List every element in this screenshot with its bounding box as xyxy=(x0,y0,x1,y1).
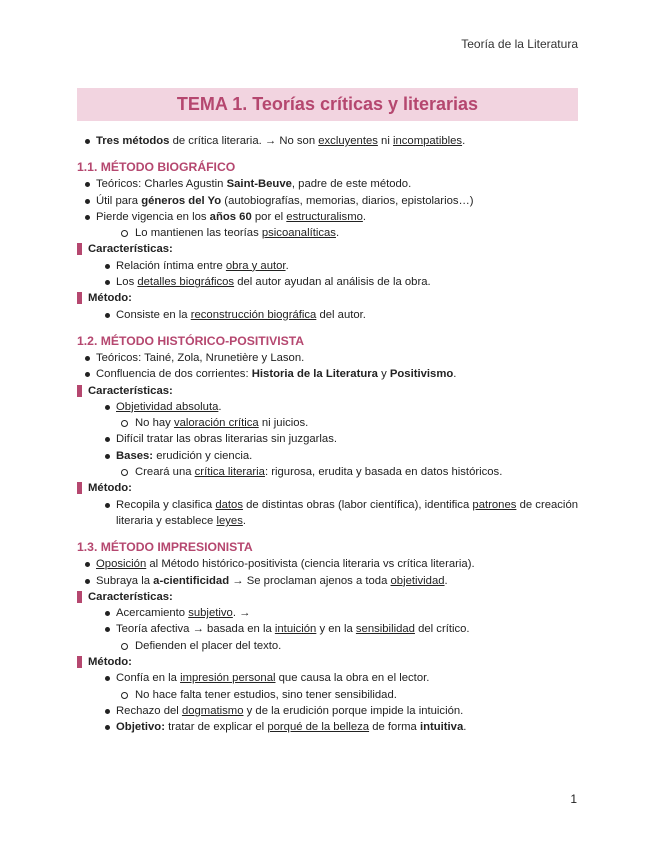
underlined-text: subjetivo xyxy=(188,607,233,620)
underlined-text: leyes xyxy=(216,514,243,527)
text: ni juicios. xyxy=(258,417,309,430)
underlined-text: psicoanalíticas xyxy=(261,227,336,240)
underlined-text: valoración crítica xyxy=(173,417,259,430)
metodo-list xyxy=(77,307,578,323)
list-item xyxy=(77,307,578,323)
text: por el xyxy=(251,210,287,223)
text: . xyxy=(362,210,367,223)
text: : rigurosa, erudita y basada en datos históricos. xyxy=(264,466,503,479)
section-title-impresionista: 1.3. MÉTODO IMPRESIONISTA xyxy=(77,540,253,555)
underlined-text: obra y autor xyxy=(225,259,286,272)
text: . → xyxy=(232,607,251,620)
page-header: Teoría de la Literatura xyxy=(461,37,578,51)
list-subitem: Defienden el placer del texto. xyxy=(77,638,578,654)
underlined-text: estructuralismo xyxy=(286,210,363,223)
caracteristicas-list xyxy=(77,258,578,291)
metodo-label: Método: xyxy=(77,654,578,670)
metodo-label: Método: xyxy=(77,290,578,306)
list-item xyxy=(77,209,578,225)
text: Lo mantienen las teorías xyxy=(135,227,262,240)
page-number: 1 xyxy=(570,792,577,806)
underlined-text: porqué de la belleza xyxy=(267,721,370,734)
metodo-list xyxy=(77,497,578,530)
list-item xyxy=(77,621,578,637)
section-title-historico-positivista: 1.2. MÉTODO HISTÓRICO-POSITIVISTA xyxy=(77,333,305,348)
text: , padre de este método. xyxy=(291,178,412,191)
text: de distintas obras (labor científica), identifica xyxy=(242,498,473,511)
underlined-text: patrones xyxy=(472,498,517,511)
text: Teóricos: Charles Agustin xyxy=(96,178,227,191)
underlined-text: Objetividad absoluta xyxy=(116,400,219,413)
underlined-text: datos xyxy=(215,498,243,511)
list-subitem xyxy=(77,464,578,480)
text: del autor ayudan al análisis de la obra. xyxy=(234,276,431,289)
text: y en la xyxy=(316,623,356,636)
text: de creación literaria y establece xyxy=(116,498,579,527)
list-item xyxy=(77,719,578,735)
caracteristicas-label: Características: xyxy=(77,589,578,605)
list-subitem xyxy=(77,225,578,241)
underlined-text: reconstrucción biográfica xyxy=(190,308,317,321)
text: Acercamiento xyxy=(116,607,189,620)
text: . xyxy=(463,721,467,734)
underlined-text: incompatibles xyxy=(392,135,463,147)
text: y de la erudición porque impide la intuición. xyxy=(243,704,464,717)
list-item xyxy=(77,258,578,274)
bold-text: Saint-Beuve xyxy=(226,178,292,191)
list-item: Teóricos: Tainé, Zola, Nrunetière y Lason. xyxy=(77,350,578,366)
list-item xyxy=(77,366,578,382)
list-item xyxy=(77,193,578,209)
underlined-text: objetividad xyxy=(390,574,445,587)
list-item xyxy=(77,274,578,290)
metodo-list xyxy=(77,670,578,735)
section-1-list xyxy=(77,176,578,241)
text: Rechazo del xyxy=(116,704,182,717)
underlined-text: Oposición xyxy=(96,558,147,571)
underlined-text: dogmatismo xyxy=(181,704,244,717)
text: . xyxy=(335,227,340,240)
list-item xyxy=(77,556,578,572)
document-body xyxy=(77,133,578,736)
underlined-text: excluyentes xyxy=(318,135,378,147)
text: erudición y ciencia. xyxy=(153,449,253,462)
text: tratar de explicar el xyxy=(164,721,268,734)
text: . xyxy=(453,368,457,381)
text: . xyxy=(242,514,246,527)
list-subitem: No hace falta tener estudios, sino tener sensibilidad. xyxy=(77,687,578,703)
bold-text: Historia de la Literatura xyxy=(251,368,378,381)
text: de crítica literaria. → No son xyxy=(169,135,319,147)
document-title: TEMA 1. Teorías críticas y literarias xyxy=(176,94,479,114)
text: del crítico. xyxy=(414,623,470,636)
text: . xyxy=(462,135,466,147)
bold-text: años 60 xyxy=(209,210,252,223)
bold-text: Objetivo: xyxy=(116,721,165,734)
text: Útil para xyxy=(96,194,142,207)
list-item xyxy=(77,176,578,192)
list-item xyxy=(77,670,578,686)
section-title-biografico: 1.1. MÉTODO BIOGRÁFICO xyxy=(77,160,236,175)
list-item xyxy=(77,448,578,464)
bold-text: Tres métodos xyxy=(96,135,170,147)
list-subitem xyxy=(77,415,578,431)
text: → Se proclaman ajenos a toda xyxy=(229,574,391,587)
section-2-list xyxy=(77,350,578,383)
bold-text: a-cientificidad xyxy=(153,574,230,587)
list-item xyxy=(77,605,578,621)
text: Creará una xyxy=(135,466,195,479)
text: de forma xyxy=(369,721,420,734)
text: Pierde vigencia en los xyxy=(96,210,210,223)
bold-text: intuitiva xyxy=(419,721,464,734)
section-3-list xyxy=(77,556,578,589)
list-item xyxy=(77,497,578,530)
list-item: Difícil tratar las obras literarias sin juzgarlas. xyxy=(77,431,578,447)
text: Consiste en la xyxy=(116,308,191,321)
metodo-label: Método: xyxy=(77,480,578,496)
text: Confía en la xyxy=(116,672,181,685)
caracteristicas-label: Características: xyxy=(77,241,578,257)
caracteristicas-label: Características: xyxy=(77,383,578,399)
list-item xyxy=(77,573,578,589)
list-item xyxy=(77,399,578,415)
text: Confluencia de dos corrientes: xyxy=(96,368,252,381)
caracteristicas-list xyxy=(77,399,578,480)
underlined-text: intuición xyxy=(274,623,317,636)
text: y xyxy=(377,368,390,381)
intro-item xyxy=(77,133,578,149)
caracteristicas-list xyxy=(77,605,578,654)
underlined-text: crítica literaria xyxy=(194,466,265,479)
text: . xyxy=(444,574,448,587)
text: al Método histórico-positivista (ciencia literaria vs crítica literaria). xyxy=(146,558,475,571)
underlined-text: impresión personal xyxy=(180,672,276,685)
underlined-text: detalles biográficos xyxy=(137,276,235,289)
intro-list xyxy=(77,133,578,149)
text: Subraya la xyxy=(96,574,154,587)
text: Teoría afectiva → basada en la xyxy=(116,623,275,636)
text: . xyxy=(218,400,222,413)
text: Los xyxy=(116,276,138,289)
text: que causa la obra en el lector. xyxy=(275,672,430,685)
text: ni xyxy=(377,135,393,147)
text: Relación íntima entre xyxy=(116,259,226,272)
bold-text: géneros del Yo xyxy=(141,194,222,207)
title-band xyxy=(77,88,578,121)
underlined-text: sensibilidad xyxy=(355,623,415,636)
text: . xyxy=(285,259,289,272)
text: Recopila y clasifica xyxy=(116,498,216,511)
list-item xyxy=(77,703,578,719)
text: del autor. xyxy=(316,308,366,321)
bold-text: Bases: xyxy=(116,449,154,462)
text: No hay xyxy=(135,417,174,430)
text: (autobiografías, memorias, diarios, epistolarios…) xyxy=(221,194,474,207)
bold-text: Positivismo xyxy=(389,368,454,381)
